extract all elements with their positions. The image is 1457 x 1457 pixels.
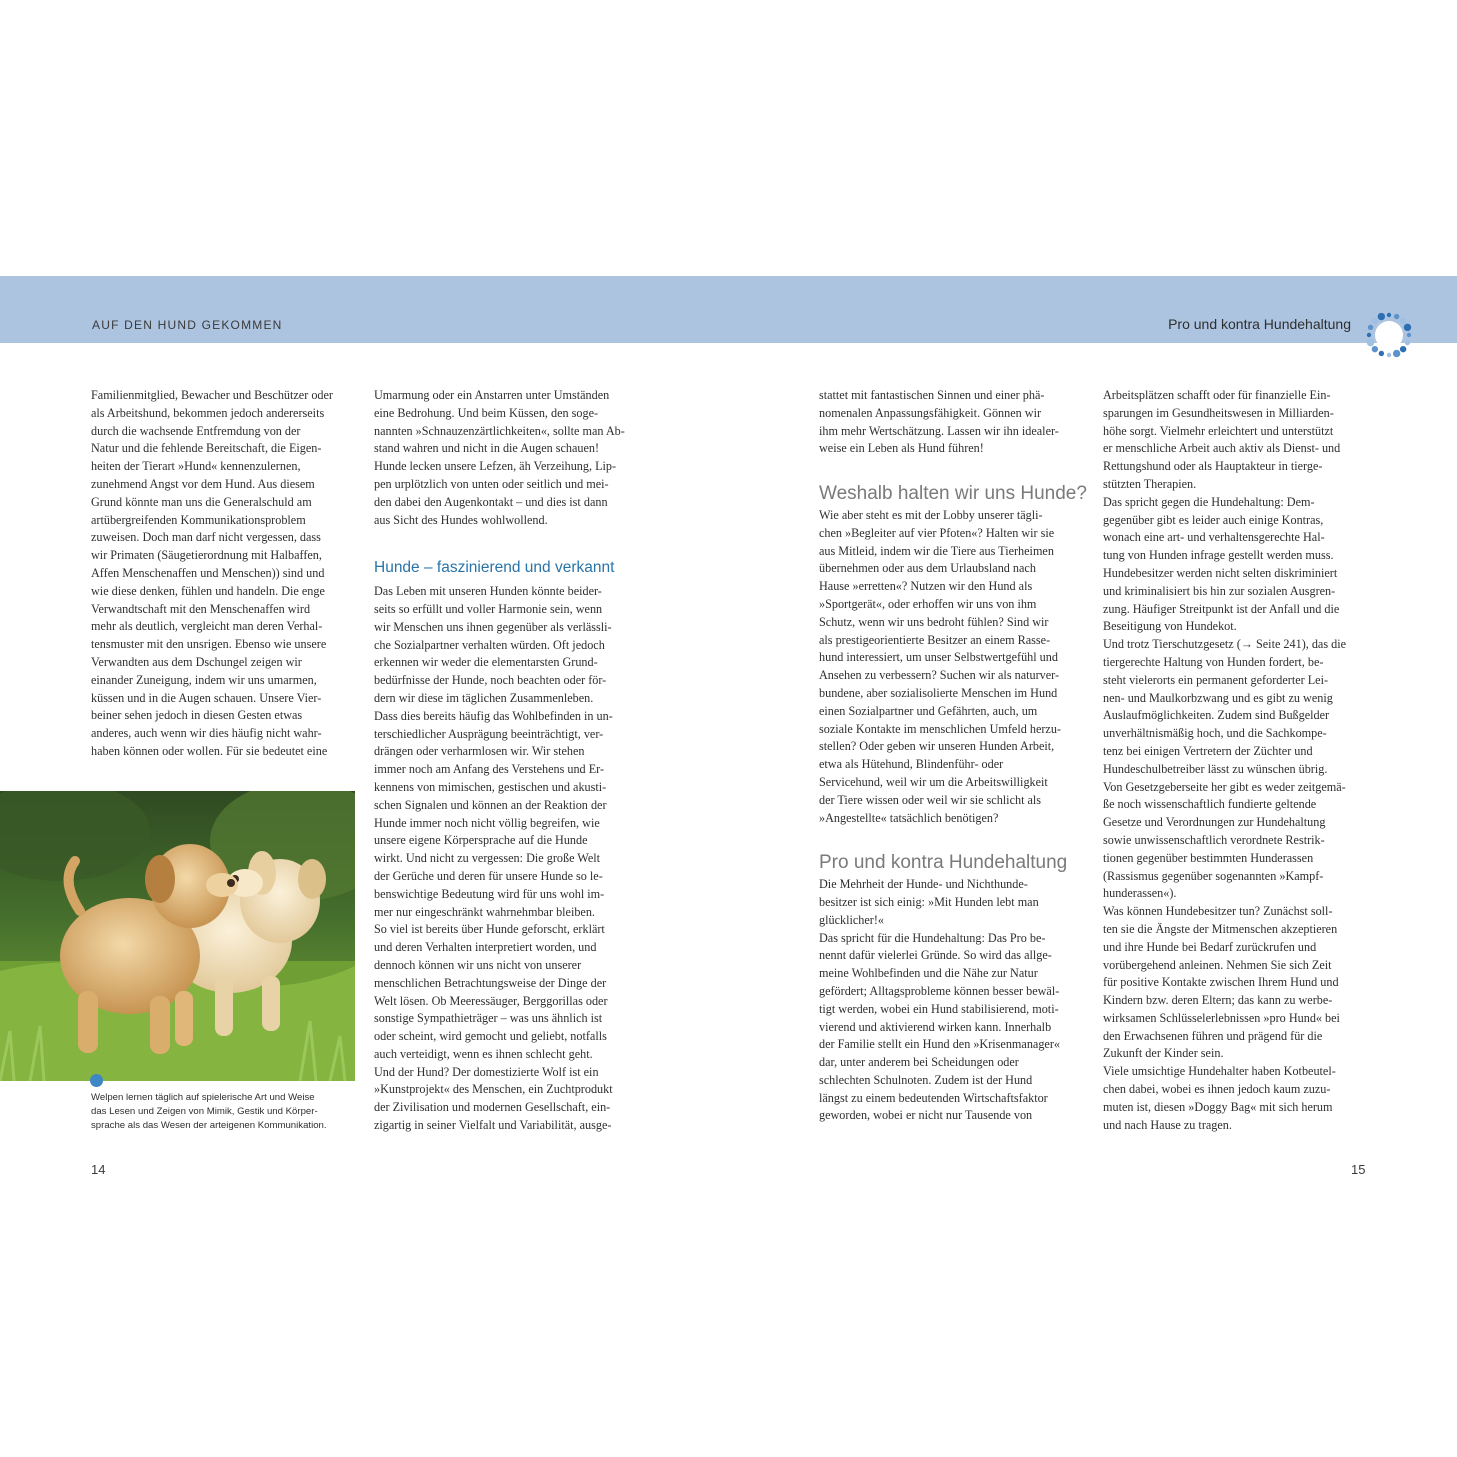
text-line: immer noch am Anfang des Verstehens und Er- <box>374 762 605 777</box>
text-line: pen urplötzlich von unten oder seitlich und mei- <box>374 476 609 491</box>
section-heading-hunde: Hunde – faszinierend und verkannt <box>374 559 615 577</box>
ornament-dot <box>1368 325 1373 330</box>
ornament-dot <box>1387 353 1391 357</box>
text-line: aus Mitleid, indem wir die Tiere aus Tierheimen <box>819 543 1054 558</box>
text-line: Beseitigung von Hundekot. <box>1103 619 1237 634</box>
text-line: Hundeschulbetreiber lässt zu wünschen übrig. <box>1103 761 1328 776</box>
text-line: stellen? Oder geben wir unseren Hunden Arbeit, <box>819 739 1055 754</box>
text-line: »Kunstprojekt« des Menschen, ein Zuchtprodukt <box>374 1082 613 1097</box>
text-line: unverhältnismäßig hoch, und die Sachkompe- <box>1103 726 1327 741</box>
text-line: weise ein Leben als Hund führen! <box>819 441 984 456</box>
text-line: Was können Hundebesitzer tun? Zunächst soll- <box>1103 904 1333 919</box>
text-line: hunderassen«). <box>1103 886 1177 901</box>
text-line: Viele umsichtige Hundehalter haben Kotbeutel- <box>1103 1064 1336 1079</box>
text-line: den Erwachsenen führen und prägend für die <box>1103 1028 1323 1043</box>
section-heading-weshalb: Weshalb halten wir uns Hunde? <box>819 483 1087 505</box>
text-line: chen dabei, wobei es ihnen jedoch kaum zuzu- <box>1103 1082 1331 1097</box>
text-line: Welt lösen. Ob Meeressäuger, Berggorillas oder <box>374 993 608 1008</box>
text-line: tionen gegenüber bestimmten Hunderassen <box>1103 850 1314 865</box>
text-line: wie diese denken, fühlen und handeln. Die enge <box>91 583 325 598</box>
text-line: drängen oder verharmlosen wir. Wir stehen <box>374 744 585 759</box>
text-line: bedürfnisse der Hunde, noch beachten oder för- <box>374 673 607 688</box>
text-line: soziale Kontakte im menschlichen Umfeld herzu- <box>819 721 1061 736</box>
text-line: einander Zuneigung, indem wir uns umarmen, <box>91 672 317 687</box>
text-line: che Sozialpartner verhalten würden. Oft jedoch <box>374 637 605 652</box>
text-line: ße noch wissenschaftlich fundierte geltende <box>1103 797 1317 812</box>
text-line: er menschliche Arbeit auch aktiv als Dienst- und <box>1103 441 1341 456</box>
column-2 <box>374 387 636 1135</box>
text-line: Hundebesitzer werden nicht selten diskriminiert <box>1103 565 1338 580</box>
text-line: steht vielerorts ein permanent geforderter Lei- <box>1103 672 1329 687</box>
text-line: Das spricht für die Hundehaltung: Das Pro be- <box>819 930 1046 945</box>
text-line: wirksamen Schlüsselerlebnissen »pro Hund« bei <box>1103 1010 1340 1025</box>
text-line: tensmuster mit den unsrigen. Ebenso wie unsere <box>91 637 327 652</box>
ornament-dot <box>1367 339 1374 346</box>
text-line: benswichtige Bedeutung wird für uns wohl im- <box>374 886 605 901</box>
text-line: glücklicher!« <box>819 912 884 927</box>
text-line: als prestigeorientierte Besitzer an einem Rasse- <box>819 632 1051 647</box>
text-line: wonach eine art- und verhaltensgerechte Hal- <box>1103 530 1325 545</box>
text-line: eine Bedrohung. Und beim Küssen, den soge- <box>374 405 599 420</box>
caption-marker-dot <box>90 1074 103 1087</box>
ornament-dot <box>1404 324 1411 331</box>
text-line: das Lesen und Zeigen von Mimik, Gestik und Körper- <box>91 1105 318 1117</box>
text-line: seits so erfüllt und voller Harmonie sein, wenn <box>374 601 603 616</box>
text-line: (Rassismus gegenüber sogenannten »Kampf- <box>1103 868 1324 883</box>
text-line: Das Leben mit unseren Hunden könnte beider- <box>374 584 602 599</box>
text-line: als Arbeitshund, bekommen jedoch andererseits <box>91 405 325 420</box>
text-line: zuweisen. Doch man darf nicht vergessen, dass <box>91 530 321 545</box>
column-3-text-b <box>819 507 1081 827</box>
text-line: chen »Begleiter auf vier Pfoten«? Halten wir sie <box>819 525 1055 540</box>
ornament-dot <box>1372 346 1378 352</box>
ornament-dot <box>1394 314 1399 319</box>
text-line: unsere eigene Körpersprache auf die Hunde <box>374 833 588 848</box>
text-line: vierend und aktivierend wirken kann. Innerhalb <box>819 1019 1052 1034</box>
text-line: stattet mit fantastischen Sinnen und einer phä- <box>819 388 1045 402</box>
ornament-dot <box>1400 346 1406 352</box>
text-line: sprache als das Wesen der arteigenen Kommunikation. <box>91 1119 327 1131</box>
text-line: stand wahren und nicht in die Augen schauen! <box>374 441 600 456</box>
text-line: tenz bei einigen Vertretern der Züchter und <box>1103 743 1313 758</box>
text-line: bundene, aber sozialisolierte Menschen im Hund <box>819 685 1058 700</box>
text-line: den dabei den Augenkontakt – und dies ist dann <box>374 494 608 509</box>
ornament-dot <box>1393 350 1400 357</box>
text-line: der Familie stellt ein Hund den »Krisenmanager« <box>819 1037 1060 1052</box>
text-line: geworden, wobei er nicht nur Tausende von <box>819 1108 1033 1123</box>
text-line: Gesetze und Verordnungen zur Hundehaltung <box>1103 815 1326 830</box>
text-line: auch verteidigt, wenn es ihnen schlecht geht. <box>374 1046 593 1061</box>
puppies-photo <box>0 791 355 1081</box>
text-line: durch die wachsende Entfremdung von der <box>91 423 301 438</box>
column-4 <box>1103 387 1365 1134</box>
text-line: Zukunft der Kinder sein. <box>1103 1046 1224 1061</box>
text-line: Verwandten aus dem Dschungel zeigen wir <box>91 654 302 669</box>
text-line: zung. Häufiger Streitpunkt ist der Anfall und die <box>1103 601 1340 616</box>
header-band <box>0 276 1457 343</box>
text-line: sonstige Sympathieträger – was uns ähnlich ist <box>374 1011 603 1026</box>
text-line: Dass dies bereits häufig das Wohlbefinden in un- <box>374 708 613 723</box>
text-line: der Tiere wissen oder weil wir sie schlicht als <box>819 792 1042 807</box>
text-line: gefördert; Alltagsprobleme können besser bewäl- <box>819 983 1060 998</box>
text-line: nennt dafür vielerlei Gründe. So wird das allge- <box>819 948 1052 963</box>
page-number-right: 15 <box>1351 1162 1366 1177</box>
text-line: dar, unter anderem bei Scheidungen oder <box>819 1055 1019 1070</box>
text-line: Und trotz Tierschutzgesetz (→ Seite 241), das die <box>1103 637 1347 652</box>
column-2-text-a <box>374 387 636 529</box>
text-line: Auslaufmöglichkeiten. Zudem sind Bußgelder <box>1103 708 1330 723</box>
text-line: beiner sehen jedoch in diesen Gesten etwas <box>91 708 303 723</box>
text-line: tiergerechte Haltung von Hunden fordert, be- <box>1103 654 1324 669</box>
text-line: Verwandtschaft mit den Menschenaffen wird <box>91 601 311 616</box>
text-line: Von Gesetzgeberseite her gibt es weder zeitgemä- <box>1103 779 1346 794</box>
text-line: dennoch können wir uns nicht von unserer <box>374 957 582 972</box>
text-line: etwa als Hütehund, Blindenführ- oder <box>819 757 1004 772</box>
text-line: Die Mehrheit der Hunde- und Nichthunde- <box>819 877 1028 892</box>
text-line: erkennen wir weder die elementarsten Grund- <box>374 655 598 670</box>
photo-caption <box>91 1091 359 1132</box>
text-line: sparungen im Gesundheitswesen in Milliarden- <box>1103 405 1334 420</box>
text-line: Wie aber steht es mit der Lobby unserer tägli- <box>819 507 1043 522</box>
text-line: menschlichen Betrachtungsweise der Dinge der <box>374 975 607 990</box>
text-line: Natur und die fehlende Bereitschaft, die Eigen- <box>91 441 322 456</box>
text-line: anderes, auch wenn wir dies häufig nicht wahr- <box>91 726 322 741</box>
text-line: Umarmung oder ein Anstarren unter Umständen <box>374 388 610 402</box>
text-line: wir Menschen uns ihnen gegenüber als verlässli- <box>374 619 612 634</box>
text-line: Affen Menschenaffen und Menschen)) sind und <box>91 565 325 580</box>
column-3-text-c <box>819 876 1081 1125</box>
text-line: stützten Therapien. <box>1103 476 1197 491</box>
column-3-text-a <box>819 387 1081 458</box>
text-line: zunehmend Angst vor dem Hund. Aus diesem <box>91 476 315 491</box>
text-line: tung von Hunden infrage gestellt werden muss. <box>1103 548 1334 563</box>
text-line: der Gerüche und deren für unsere Hunde so le- <box>374 868 603 883</box>
text-line: hund interessiert, um unser Selbstwertgefühl und <box>819 650 1058 665</box>
text-line: Arbeitsplätzen schafft oder für finanzielle Ein- <box>1103 388 1331 402</box>
dotted-circle-ornament-icon <box>1362 308 1416 362</box>
text-line: Kindern bzw. deren Eltern; das kann zu werbe- <box>1103 993 1333 1008</box>
text-line: Grund könnte man uns die Generalschuld am <box>91 494 312 509</box>
text-line: ihm mehr Wertschätzung. Lassen wir ihn idealer- <box>819 423 1059 438</box>
text-line: So viel ist bereits über Hunde geforscht, erklärt <box>374 922 605 937</box>
ornament-dot <box>1407 333 1411 337</box>
text-line: haben können oder wollen. Für sie bedeutet eine <box>91 743 328 758</box>
running-title-right: Pro und kontra Hundehaltung <box>1168 316 1351 332</box>
text-line: für positive Kontakte zwischen Ihrem Hund und <box>1103 975 1339 990</box>
text-line: artübergreifenden Kommunikationsproblem <box>91 512 306 527</box>
column-2-text-b <box>374 583 636 1135</box>
text-line: und deren Verhalten interpretiert worden, und <box>374 940 597 955</box>
ornament-dot <box>1400 318 1406 324</box>
text-line: höhe sorgt. Vielmehr erleichtert und unterstützt <box>1103 423 1334 438</box>
text-line: heiten der Tierart »Hund« kennenzulernen, <box>91 459 301 474</box>
text-line: Familienmitglied, Bewacher und Beschützer oder <box>91 388 333 402</box>
text-line: terschiedlicher Ausprägung beeinträchtigt, ver- <box>374 726 604 741</box>
text-line: besitzer ist sich einig: »Mit Hunden lebt man <box>819 894 1039 909</box>
ornament-dot <box>1372 318 1378 324</box>
text-line: wirkt. Und nicht zu vergessen: Die große Welt <box>374 851 601 866</box>
ornament-dot <box>1378 313 1385 320</box>
text-line: Servicehund, weil wir um die Arbeitswilligkeit <box>819 774 1048 789</box>
text-line: Hunde lecken unsere Lefzen, äh Verzeihung, Lip- <box>374 459 617 474</box>
section-heading-pro-kontra: Pro und kontra Hundehaltung <box>819 852 1068 874</box>
text-line: meine Wohlbefinden und die Nähe zur Natur <box>819 966 1038 981</box>
text-line: und kriminalisiert bis hin zur sozialen Ausgren- <box>1103 583 1336 598</box>
text-line: Hunde immer noch nicht völlig begreifen, wie <box>374 815 600 830</box>
text-line: der Zivilisation und modernen Gesellschaft, ein- <box>374 1100 611 1115</box>
text-line: zigartig in seiner Vielfalt und Variabilität, ausge- <box>374 1118 612 1133</box>
text-line: Rettungshund oder als Hauptakteur in tierge- <box>1103 459 1323 474</box>
text-line: vorübergehend anleinen. Nehmen Sie sich Zeit <box>1103 957 1332 972</box>
column-1 <box>91 387 353 761</box>
ornament-dot <box>1387 313 1391 317</box>
text-line: aus Sicht des Hundes wohlwollend. <box>374 512 548 527</box>
text-line: Welpen lernen täglich auf spielerische Art und Weise <box>91 1092 315 1103</box>
text-line: tigt werden, wobei ein Hund stabilisierend, moti- <box>819 1001 1059 1016</box>
text-line: wir Primaten (Säugetierordnung mit Halbaffen, <box>91 548 322 563</box>
text-line: ten sie die Ängste der Mitmenschen akzeptieren <box>1103 921 1338 936</box>
text-line: nomenalen Anpassungsfähigkeit. Gönnen wir <box>819 405 1042 420</box>
text-line: und nach Hause zu tragen. <box>1103 1117 1232 1132</box>
column-3 <box>819 387 1087 1125</box>
text-line: Schutz, wenn wir uns bedroht fühlen? Sind wir <box>819 614 1049 629</box>
text-line: gegenüber gibt es leider auch einige Kontras, <box>1103 512 1324 527</box>
text-line: schlechten Schulnoten. Zudem ist der Hund <box>819 1072 1033 1087</box>
text-line: »Sportgerät«, oder erhoffen wir uns von ihm <box>819 596 1037 611</box>
text-line: Das spricht gegen die Hundehaltung: Dem- <box>1103 494 1315 509</box>
text-line: nen- und Maulkorbzwang und es gibt zu wenig <box>1103 690 1333 705</box>
ornament-dot <box>1379 351 1384 356</box>
text-line: sowie unwissenschaftlich verordnete Restrik- <box>1103 832 1325 847</box>
text-line: Und der Hund? Der domestizierte Wolf ist ein <box>374 1064 599 1079</box>
text-line: mehr als deutlich, vergleicht man deren Verhal- <box>91 619 323 634</box>
text-line: mer nur eingeschränkt wahrnehmbar bleiben. <box>374 904 595 919</box>
running-title-left: AUF DEN HUND GEKOMMEN <box>92 318 283 332</box>
text-line: dern wir diese im täglichen Zusammenleben. <box>374 690 594 705</box>
page-number-left: 14 <box>91 1162 106 1177</box>
text-line: küssen und in die Augen schauen. Unsere Vier- <box>91 690 322 705</box>
ornament-dot <box>1405 340 1410 345</box>
text-line: Ansehen zu verbessern? Suchen wir als naturver- <box>819 668 1060 683</box>
text-line: schen Signalen und können an der Reaktion der <box>374 797 607 812</box>
text-line: muten ist, diesen »Doggy Bag« mit sich herum <box>1103 1099 1333 1114</box>
text-line: kennens von mimischen, gestischen und akusti- <box>374 779 607 794</box>
text-line: Hause »erretten«? Nutzen wir den Hund als <box>819 579 1033 594</box>
text-line: nannten »Schnauzenzärtlichkeiten«, sollte man Ab- <box>374 423 625 438</box>
text-line: einen Sozialpartner und Gefährten, auch, um <box>819 703 1038 718</box>
text-line: und ihre Hunde bei Bedarf zurückrufen und <box>1103 939 1317 954</box>
text-line: oder scheint, wird gemocht und geliebt, notfalls <box>374 1029 607 1044</box>
text-line: »Angestellte« tatsächlich benötigen? <box>819 810 999 825</box>
text-line: übernehmen oder aus dem Urlaubsland nach <box>819 561 1036 576</box>
text-line: längst zu einem bedeutenden Wirtschaftsfaktor <box>819 1090 1048 1105</box>
ornament-dot <box>1367 333 1371 337</box>
